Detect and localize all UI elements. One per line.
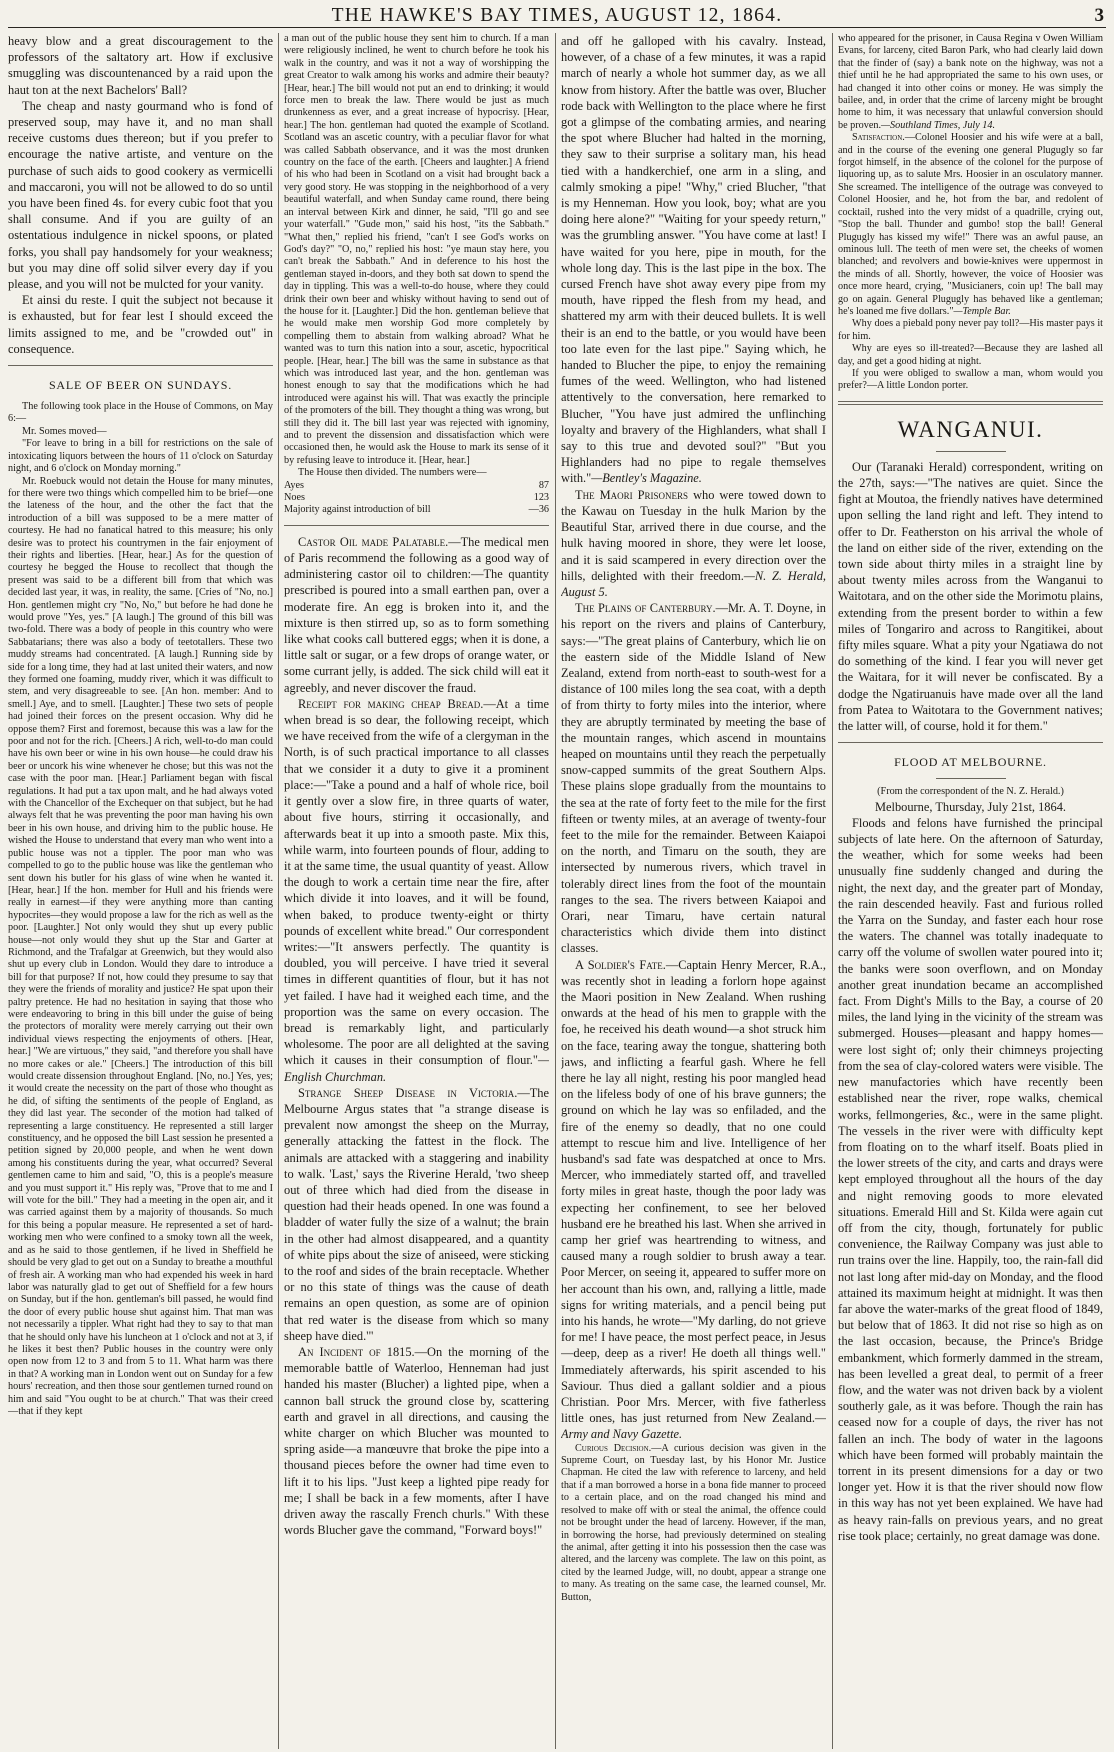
divider <box>284 525 549 526</box>
item-text: —The Melbourne Argus states that "a strange disease is prevalent now amongst the sheep on the Murray, generally attacking the fattest in the flock. The animals are attacked with a staggering and inability to walk. 'Last,' says the Riverine Herald, 'two sheep out of three which had died from the disease in question had their heads opened. In one was found a bladder of water fully the size of a walnut; the brain in the other had almost disappeared, and a quantity of white pips about the size of aniseed, were sticking to the roof and sides of the brain receptacle. Whether or no this state of things was the cause of death remains an open question, as some are of opinion that red water is the disease from which so many sheep have died.'" <box>284 1085 549 1343</box>
vote-row <box>284 504 549 516</box>
paragraph <box>284 1344 549 1538</box>
paragraph <box>561 1443 826 1604</box>
paragraph: The cheap and nasty gourmand who is fond of preserved soup, may have it, and no man shall receive customs dues thereon; but if you prefer to encourage the native artiste, and venture on the purchase of such aids to good cookery as vermicelli and maccaroni, you will not be allowed to do so until you have been fined 4s. for every cubic foot that you shall consume. And if you are guilty of an ostentatious indulgence in nickel spoons, or plated forks, you shall pay handsomely for your weakness; but you may dine off solid silver every day if you please, and you will not be mulcted for your vanity. <box>8 98 273 292</box>
item-title: Receipt for making cheap Bread. <box>298 696 484 711</box>
item-title: Satisfaction. <box>852 132 905 144</box>
column-1 <box>8 33 273 1749</box>
item-text: —A curious decision was given in the Supreme Court, on Tuesday last, by his Honor Mr. Justice Chapman. He cited the law with reference to larceny, and held that if a man borrowed a horse in a bona fide manner to proceed to a certain place, and on the road changed his mind and resolved to make off with or steal the animal, the offence could not be brought under the head of larceny. However, if the man, in borrowing the horse, had previously determined on stealing the animal, after getting it into his possession then the case was altered, and the larceny was complete. The law on this point, as cited by the learned Judge, will, no doubt, appear a strange one to many. As treating on the same case, the learned counsel, Mr. Button, <box>561 1442 826 1603</box>
paragraph <box>561 33 826 487</box>
divider <box>838 742 1103 743</box>
paragraph <box>284 1085 549 1344</box>
item-text: —Captain Henry Mercer, R.A., was recently shot in leading a forlorn hope against the Maori position in New Zealand. When rushing onwards at the head of his men to grapple with the foe, he received his death wound—a shot struck him on the face, tearing away the tongue, shattering both jaws, and inflicting a fearful gash. Where he fell there he lay all night, resting his poor mangled head on the lifeless body of one of his brave gunners; the ground on which he lay was so enfiladed, and the fire of the enemy so deadly, that no one could attempt to rescue him and live. Intelligence of her husband's sad fate was despatched at once to Mrs. Mercer, who immediately started off, and travelled forty miles in great haste, though the poor lady was expecting her confinement, to see her beloved husband ere he breathed his last. When she arrived in camp her grief was heartrending to witness, and caused many a rough soldier to brush away a tear. Poor Mercer, on seeing it, appeared to suffer more on her account than his own, and, rallying a little, made signs for writing materials, and a pencil being put into his hands, he wrote—"My darling, do not grieve for me! I have peace, the most perfect peace, in Jesus—deep, deep as a river! He doeth all things well." Immediately afterwards, his spirit ascended to his Saviour. Thus died a gallant soldier and a pious Christian. Poor Mrs. Mercer, with five fatherless little ones, has just returned from New Zealand. <box>561 957 826 1426</box>
paragraph: "For leave to bring in a bill for restrictions on the sale of intoxicating liquors between the hours of 11 o'clock on Saturday night, and 6 o'clock on Monday morning." <box>8 438 273 475</box>
item-text: —Colonel Hoosier and his wife were at a ball, and in the course of the evening one general Plugugly so far forgot himself, in the absence of the colonel for the purpose of liquoring up, as to salute Mrs. Hoosier in an osculatory manner. She screamed. The intelligence of the outrage was conveyed to Colonel Hoosier, and he, hot from the bar, and redolent of cocktail, rushed into the very midst of a quadrille, crying out, "Stop the ball. Thunder and gumbo! stop the ball! General Plugugly has kissed my wife!" There was an awful pause, an ominous lull. The teeth of men were set, the cheeks of women blanched; and revolvers and bowie-knives were uppermost in the minds of all. Shortly, however, the voice of Hoosier was once more heard, crying, "Musicianers, coin up! The ball may go on again. General Plugugly has behaved like a gentleman; he's loaned me five dollars." <box>838 132 1103 317</box>
divider <box>936 451 1006 452</box>
article-heading: SALE OF BEER ON SUNDAYS. <box>48 378 233 393</box>
paragraph <box>561 487 826 600</box>
paragraph: The House then divided. The numbers were— <box>298 467 487 479</box>
paragraph <box>561 600 826 956</box>
dateline: Melbourne, Thursday, July 21st, 1864. <box>874 799 1066 814</box>
item-title: The Maori Prisoners <box>575 487 689 502</box>
item-text: —At a time when bread is so dear, the following receipt, which we have received from the wife of a clergyman in the North, is of such practical importance to all classes that we consider it a duty to give it a prominent place:—"Take a pound and a half of whole rice, boil it gently over a slow fire, in three quarts of water, about five hours, stirring it occasionally, and afterwards beat it up into a smooth paste. Mix this, while warm, into fourteen pounds of flour, adding to it at the same time, the usual quantity of yeast. Allow the dough to work a certain time near the fire, after which divide it into loaves, and it will be found, when baked, to produce twenty-eight or thirty pounds of excellent white bread." Our correspondent writes:—"It answers perfectly. The quantity is doubled, you will perceive. I have tried it several times in different quantities of flour, but it has not yet failed. I have had it weighed each time, and the proportion was the same on every occasion. The bread is remarkably light, and particularly wholesome. The poor are all delighted at the saving which it causes in their consumption of flour." <box>284 696 549 1068</box>
item-source: —Army and Navy Gazette. <box>561 1411 826 1442</box>
vote-row <box>284 492 549 504</box>
paragraph: heavy blow and a great discouragement to the professors of the saltatory art. How if exclusive smuggling was discountenanced by a raid upon the haut ton at the next Bachelors' Ball? <box>8 34 273 97</box>
item-title: The Plains of Canterbury. <box>575 601 716 616</box>
divider <box>838 401 1103 405</box>
paragraph: Our (Taranaki Herald) correspondent, writing on the 27th, says:—"The natives are quiet. Since the fight at Moutoa, the friendly natives have determined upon selling the land right and left. They intend to offer to Dr. Featherston on his arrival the whole of the land on either side of the river, extending on the town side about thirty miles in a straight line by about twenty miles across from the Wanganui to Waitotara, and on the other side the Morimotu plains, extending from the present border to within a few miles of Tongariro and across to Rangitikei, about fifty miles square. What a pity your Ngatiawa do not do something of the kind. I fear you will never get the Waitara, for it will never be confiscated. By a dodge the Ngatiruanuis have made over all the land from Patea to Waitotara to the Government natives; the latter will, of course, hold it for them." <box>838 459 1103 734</box>
item-text: —The medical men of Paris recommend the following as a good way of administering castor oil to children:—The quantity prescribed is poured into a small earthen pan, over a moderate fire. An egg is broken into it, and the mixture is then stirred up, so as to form something like what cooks call buttered eggs; when it is done, a little salt or sugar, or a few drops of orange water, or some currant jelly, is added. The sick child will eat it agreebly, and never discover the fraud. <box>284 534 549 695</box>
divider <box>8 365 273 366</box>
column-3 <box>561 33 826 1749</box>
item-title: Curious Decision. <box>575 1442 652 1454</box>
paragraph: Why are eyes so ill-treated?—Because they are lashed all day, and get a good hiding at night. <box>838 343 1103 367</box>
paragraph <box>284 696 549 1085</box>
paragraph: Mr. Roebuck would not detain the House for many minutes, for there were two things which compelled him to be brief—one the lateness of the hour, and the other the fact that the introduction of a bill was supposed to be a mere matter of courtesy. He had no fanatical hatred to this measure; his only desire was to protect his countrymen in the fair enjoyment of their rights and liberties. [Hear, hear.] As for the question of courtesy he begged the House to recollect that though the present was said to be a different bill from that which was decided last year, it was, in reality, the same. [Cries of "No, no.] Hon. gentlemen might cry "No, No," but before he had done he would prove "Yes, yes." [A laugh.] The ground of this bill was two-fold. There was a body of people in this country who were Sabbatarians; there was also a body of teetotallers. These two muddy streams had concentrated. [A laugh.] Running side by side for a long time, they had at last united their waters, and now they formed one foaming, muddy river, which it was difficult to stem, and very disagreeable to see. [An hon. member: And to smell.] Aye, and to smell. [Laughter.] These two sets of people had joined their forces on the present occasion. Why did he oppose them? First and foremost, because this was a law for the poor and not for the rich. [Cheers.] A rich, well-to-do man could have his own beer or wine in his own house—he could draw his beer or uncork his wine whenever he chose; but this was not the case with the poor man. [Hear.] Parliament began with fiscal regulations. It had put a tax upon malt, and he had always voted with the Chancellor of the Exchequer on that subject, but he had always felt that he was preventing the poor man having his own beer in his own house, and driving him to the public house. He wished the House to understand that every man who went into a public house was not a tippler. The poor man who was compelled to go to the public house was like the gentleman who sent down his butler for his glass of wine when he wanted it. [Hear, hear.] If the hon. member for Hull and his friends were really in earnest—if they were anything more than canting hypocrites—they would propose a law for the rich as well as the poor. [Laughter.] Not only would they shut up every public house—not only would they shut up the Star and Garter at Richmond, and the Trafalgar at Greenwich, but they would also shut up every club in London. Would they dare to introduce a bill for that purpose? If not, how could they presume to say that they were the friends of morality and justice? He spat upon their paltry pretence. He had no hesitation in saying that those who were endeavoring to bring in this bill under the guise of being the protectors of morality were merely carrying out their own individual views respecting the enjoyments of others. [Hear, hear.] "We are virtuous," they said, "and therefore you shall have no more cakes or ale." [Cheers.] The introduction of this bill would create dissension throughout England. [No, no.] Yes, yes; it would create the necessity on the part of those who thought as he did, of sifting the sentiments of the people of England, as they did last year. The seconder of the motion had talked of representing a large constituency. He represented a still larger constituency, and he opposed the bill Last session he presented a petition signed by 20,000 people, and when he went down among his constituents during the year, what occurred? Several gentlemen came to him and said, "O, this is a people's measure and you must support it." His reply was, "Prove that to me and I will vote for the bill." They had a meeting in the open air, and it was carried against them by a majority of thousands. So much for this being a popular measure. He represented a set of hard-working men who were confined to a smoky town all the week, and as he said to those gentlemen, if he lived in Sheffield he should be very glad to get out on a Sunday to breathe a mouthful of fresh air. A working man who had expended his week in hard labor was naturally glad to get out of Sheffield for a few hours on Sunday, but if the hon. gentleman's bill passed, he would find the door of every public house shut against him. That man was not necessarily a tippler. What right had they to say to that man that he should only have his luncheon at 1 o'clock and not at 3, if he likes it best then? Public houses in the country were only open now from 12 to 3 and from 5 to 11. What harm was there in that? A working man in London went out on Sunday for a few hours' recreation, and then those sour gentlemen turned round on him and said "You ought to be at church." That was their creed—that if they kept <box>8 475 273 1417</box>
attribution: (From the correspondent of the N. Z. Herald.) <box>877 786 1064 798</box>
vote-row <box>284 480 549 492</box>
item-title: Castor Oil made Palatable. <box>298 534 449 549</box>
item-text: who appeared for the prisoner, in Causa Regina v Owen William Evans, for larceny, cited Baron Park, who had clearly laid down that the finder of (say) a bank note on the highway, was not a thief until he he had appropriated the same to his own uses, or had changed it into other coins or money. He was simply the bailee, and, in order that the crime of larceny might be brought home to him, it was necessary that unlawful conversion should be proven. <box>838 33 1103 131</box>
item-text: —On the morning of the memorable battle of Waterloo, Henneman had just handed his master (Blucher) a lighted pipe, when a cannon ball struck the ground close by, scattering earth and gravel in all directions, and causing the white charger on which Blucher was mounted to spring aside—a manœuvre that broke the pipe into a thousand pieces before the owner had time even to lift it to his lips. "Just keep a lighted pipe ready for me; I shall be back in a few moments, after I have driven away the rascally French churls." With these words Blucher gave the command, "Forward boys!" <box>284 1345 549 1538</box>
item-source: —Temple Bar. <box>953 305 1011 317</box>
paragraph: Why does a piebald pony never pay toll?—His master pays it for him. <box>838 318 1103 342</box>
article-heading: FLOOD AT MELBOURNE. <box>894 755 1047 770</box>
item-title: An Incident of 1815. <box>298 1345 415 1359</box>
vote-label: Majority against introduction of bill <box>284 504 431 516</box>
column-rule <box>278 33 279 1749</box>
column-4 <box>838 33 1103 1749</box>
paragraph: The following took place in the House of Commons, on May 6:— <box>8 401 273 425</box>
masthead-title: THE HAWKE'S BAY TIMES, AUGUST 12, 1864. <box>331 5 783 26</box>
vote-value: 123 <box>533 492 549 504</box>
item-source: —N. Z. Herald, August 5. <box>561 568 826 599</box>
item-source: —English Churchman. <box>284 1053 549 1084</box>
item-source: —Bentley's Magazine. <box>591 471 702 486</box>
item-text: and off he galloped with his cavalry. Instead, however, of a chase of a few minutes, it was a rapid march of nearly a whole hot summer day, as we all know from history. After the battle was over, Blucher rode back with Wellington to the place where he first got a glimpse of the combating armies, and nearing the spot where Blucher had halted in the morning, they saw to their surprise a solitary man, his head tied with a handkerchief, one arm in a sling, and calmly smoking a pipe! "Why," cried Blucher, "that is my Henneman. How you look, boy; what are you doing here alone?" "Waiting for your speedy return," was the grumbling answer. "You have come at last! I have waited for you here, pipe in mouth, for the whole long day. This is the last pipe in the box. The cursed French have shot away every pipe from my mouth, have ripped the flesh from my head, and shattered my arm with their deuced bullets. It is well their is an end to the battle, or you would have been too late even for the last pipe." Saying which, he handed to Blucher the pipe, to enjoy the remaining fumes of the weed. Wellington, who had listened attentively to the conversation, here remarked to Blucher, "You have just admired the unflinching loyalty and bravery of the Highlanders, what shall I say to this true and devoted soul?" "But you Highlanders had no pipe to regale themselves with." <box>561 34 826 486</box>
paragraph <box>561 957 826 1443</box>
vote-label: Noes <box>284 492 305 504</box>
column-rule <box>555 33 556 1749</box>
item-source: —Southland Times, July 14. <box>881 119 996 131</box>
paragraph <box>838 132 1103 318</box>
masthead <box>8 5 1106 28</box>
paragraph: If you were obliged to swallow a man, whom would you prefer?—A little London porter. <box>838 367 1103 392</box>
column-2 <box>284 33 549 1749</box>
vote-value: 87 <box>538 479 549 491</box>
article-heading: WANGANUI. <box>897 416 1044 442</box>
item-title: A Soldier's Fate. <box>575 957 666 972</box>
item-title: Strange Sheep Disease in Victoria. <box>298 1085 518 1100</box>
paragraph: Floods and felons have furnished the principal subjects of late here. On the afternoon of Saturday, the weather, which for some weeks had been unusually fine suddenly changed and during the night, the next day, and the greater part of Monday, the rain descended heavily. Fast and furious rolled the Yarra on the Sunday, and faster each hour rose the waters. The channel was totally inadequate to carry off the volume of swollen water poured into it; the banks were soon overflown, and on Monday another great inundation became an accomplished fact. From Dight's Mills to the Bay, a course of 20 miles, the land lying in the vicinity of the stream was submerged. Houses—pleasant and happy homes—were lost sight of; only their chimneys projecting from the sea of clay-colored waters were visible. The new manufactories which have recently been established near the river, rope walks, chemical works, fellmongeries, &c., were in the same plight. The vessels in the river were with difficulty kept from floating on to the wharf itself. Boats plied in the lower streets of the city, and carts and drays were kept employed throughout all the hours of the day and night removing goods to more elevated situations. Emerald Hill and St. Kilda were again cut off from the city, though, fortunately for public convenience, the Railway Company was just able to run trains over the line. Happily, too, the rain-fall did not last long after mid-day on Monday, and the flood attained its maximum height at midnight. It was then far above the water-marks of the great flood of 1849, but below that of 1863. It did not rise so high as on the last occasion, because, the Prince's Bridge embankment, which formerly dammed in the stream, has been levelled a great deal, to permit of a freer flow, and the water was not driven back by a violent southerly gale, as it was before. Though the rain has ceased now for a couple of days, the river has not fallen an inch. The body of water in the lagoons which have been formed will probably maintain the torrent in its present dimensions for a day or two longer yet. How it is that the river should now flow in this way has not yet been explained. We have had as heavy rain-falls on previous years, and no great rise took place; certainly, no great damage was done. <box>838 815 1103 1543</box>
paragraph: a man out of the public house they sent him to church. If a man were religiously inclined, he went to church before he took his walk in the country, and was it not a way of worshipping the great Creator to walk among his works and admire their beauty? [Hear, hear.] The bill would not put an end to drinking; it would force men to break the law. There would be just as much drunkenness as ever, and a great increase of hypocrisy. [Hear, hear.] The hon. gentleman had quoted the example of Scotland. Scotland was an ascetic country, with a peculiar flavor for what was called Sabbath observance, and it was the most drunken country on the face of the earth. [Cheers and laughter.] A friend of his who had been in Scotland on a visit had brought back a very good story. He was stopping in the neighborhood of a very beautiful waterfall, and when Sunday came round, there being an interval between Kirk and dinner, he said, "I'll go and see your waterfall." "Gude mon," said his host, "its the Sabbath." "What then," replied his friend, "can't I see God's works on God's day?" "O, no," replied his host: "ye maun stay here, you can't break the Sabbath." And in deference to his host the gentleman stayed in-doors, and they both sat down to spend the day in tippling. This was a well-to-do house, where they could drink their own beer and whisky without having to send out of the house for it. [Laughter.] Did the hon. gentleman believe that he would make men worship God more completely by compelling them to abstain from walking abroad? What he wanted was to turn this nation into a sour, ascetic, hypocritical people. [Hear, hear.] The bill was the same in substance as that which was introduced last year, and the hon. gentleman was honest enough to say that the modifications which he had introduced were against his will. That was exactly the principle of the promoters of the bill. They thought a thing was wrong, but still they did it. The bill last year was rejected with ignominy, and to prevent the dissension and dissatisfaction which were occasioned then, he would ask the House to mark its sense of it by refusing leave to introduce it. [Hear, hear.] <box>284 33 549 466</box>
paragraph <box>838 33 1103 132</box>
paragraph: Et ainsi du reste. I quit the subject not because it is exhausted, but for fear lest I should exceed the limits assigned to me, and be "crowded out" in consequence. <box>8 293 273 356</box>
vote-label: Ayes <box>284 479 305 491</box>
vote-value: —36 <box>528 504 549 516</box>
item-text: —Mr. A. T. Doyne, in his report on the rivers and plains of Canterbury, says:—"The great plains of Canterbury, which lie on the eastern side of the Middle Island of New Zealand, extend from north-east to south-west for a distance of 100 miles long the sea coat, with a depth of from thirty to forty miles into the interior, where they are abruptly terminated by meeting the base of the mountain ranges, which ascend in mountains heaped on mountains until they reach the perpetually snow-capped summits of the great Southern Alps. These plains slope gradually from the mountains to the sea at the rate of forty feet to the mile for the first fifteen or twenty miles, at an average of twenty-four feet to the mile for the remainder. Between Kaiapoi on the north, and Timaru on the south, they are intersected by numerous rivers, which travel in tolerably direct lines from the foot of the mountain ranges to the sea. The rivers between Kaiapoi and Orari, near Timaru, have certain natural characteristics which divide them into distinct classes. <box>561 601 826 956</box>
page-number: 3 <box>1094 5 1104 26</box>
item-text: who were towed down to the Kawau on Tuesday in the hulk Marion by the Beautiful Star, arrived there in due course, and the hulk having moored in shore, they were let loose, and it is said scampered in every direction over the hills, delighted with their freedom. <box>561 487 826 583</box>
columns <box>8 33 1106 1749</box>
paragraph <box>284 534 549 696</box>
column-rule <box>832 33 833 1749</box>
divider <box>936 778 1006 779</box>
paragraph: Mr. Somes moved— <box>22 425 107 437</box>
